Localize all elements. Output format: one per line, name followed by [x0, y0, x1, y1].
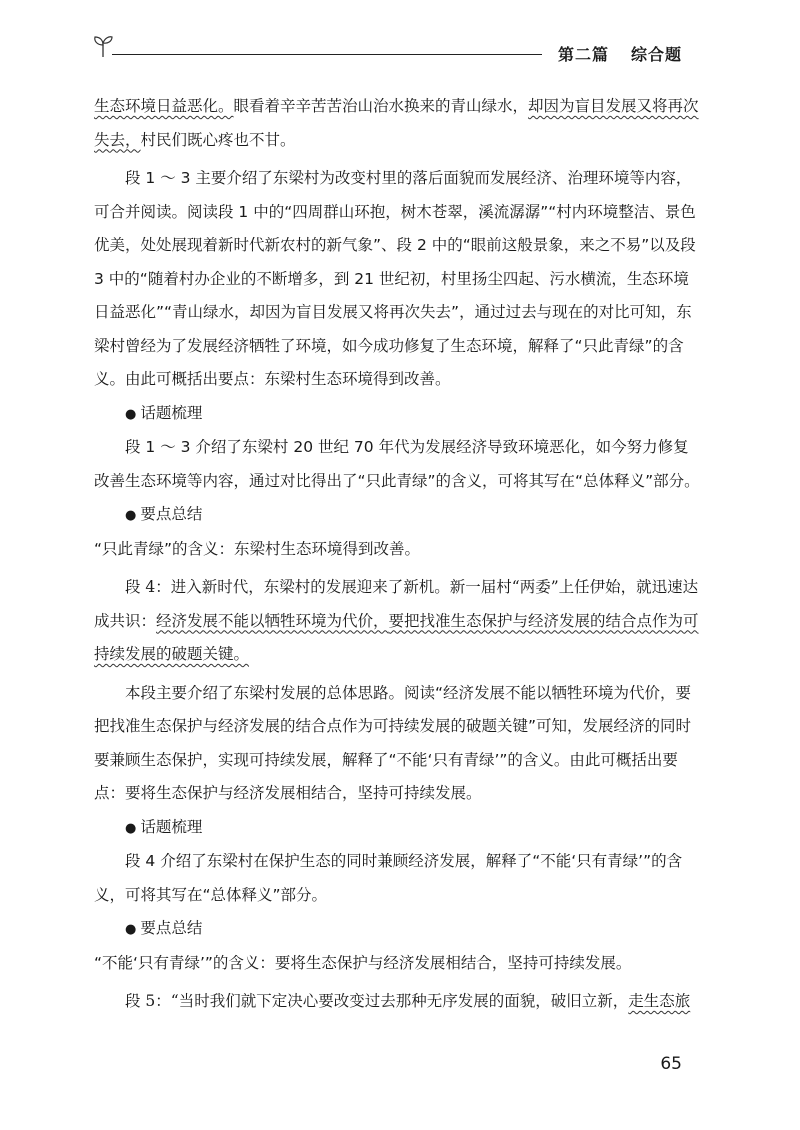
analysis-paragraph: 本段主要介绍了东梁村发展的总体思路。阅读“经济发展不能以牺牲环境为代价，要把找准生态保护与经济发展的结合点作为可持续发展的破题关键”可知，发展经济的同时要兼顾生态保护，实现可持续发展，解释了“不能‘只有青绿’”的含义。由此可概括出要点：要将生态保护与经济发展相结合，坚持可持续发展。 [94, 683, 692, 802]
quoted-passage-continued [94, 90, 700, 157]
section-label: 综合题 [630, 45, 682, 64]
underlined-phrase: 生态环境日益恶化。 [94, 97, 234, 115]
summary-text: “不能‘只有青绿’”的含义：要将生态保护与经济发展相结合，坚持可持续发展。 [94, 953, 632, 972]
topic-heading: ● 话题梳理 [94, 811, 700, 846]
quoted-passage [94, 571, 700, 672]
passage-text: 村民们既心疼也不甘。 [140, 130, 296, 149]
analysis-paragraph: 段 1 ～ 3 主要介绍了东梁村为改变村里的落后面貌而发展经济、治理环境等内容，可合并阅读。阅读段 1 中的“四周群山环抱，树木苍翠，溪流潺潺”“村内环境整洁、景色优美，处处展现着新时代新农村的新气象”、段 2 中的“眼前这般景象，来之不易”以及段 3 中的“随着村办企业的不断增多，到 21 世纪初，村里扬尘四起、污水横流，生态环境日益恶化”“青山绿水，却因为盲目发展又将再次失去”，通过过去与现在的对比可知，东梁村曾经为了发展经济牺牲了环境，如今成功修复了生态环境，解释了“只此青绿”的含义。由此可概括出要点：东梁村生态环境得到改善。 [94, 169, 696, 388]
passage-text: 段 5：“当时我们就下定决心要改变过去那种无序发展的面貌，破旧立新， [125, 992, 629, 1010]
sprout-icon [92, 30, 114, 58]
passage-text: 眼看着辛辛苦苦治山治水换来的青山绿水， [233, 97, 529, 115]
underlined-phrase: 却因为盲目发展又将再次失去， [94, 97, 699, 149]
part-label: 第二篇 [557, 45, 609, 64]
underlined-phrase: 走生态旅 [628, 992, 691, 1010]
topic-paragraph: 段 4 介绍了东梁村在保护生态的同时兼顾经济发展，解释了“不能‘只有青绿’”的含义，可将其写在“总体释义”部分。 [94, 852, 683, 904]
page-number: 65 [660, 1054, 682, 1074]
summary-heading: ● 要点总结 [94, 498, 700, 533]
summary-heading: ● 要点总结 [94, 912, 700, 947]
underlined-phrase: 要把找准生态保护与经济发展的结合点作为可持续发展的破题关键。 [94, 611, 699, 663]
quoted-passage [94, 985, 700, 1019]
underlined-phrase: 经济发展不能以牺牲环境为代价， [156, 611, 389, 630]
page-body [94, 90, 700, 1019]
topic-heading: ● 话题梳理 [94, 397, 700, 432]
header-rule [112, 54, 542, 55]
topic-paragraph: 段 1 ～ 3 介绍了东梁村 20 世纪 70 年代为发展经济导致环境恶化，如今努力修复改善生态环境等内容，通过对比得出了“只此青绿”的含义，可将其写在“总体释义”部分。 [94, 438, 700, 490]
summary-text: “只此青绿”的含义：东梁村生态环境得到改善。 [94, 539, 421, 558]
passage-text: 段 4：进入新时代，东梁村的发展迎来了新机。新一届村“两委”上任伊始，就迅速达成共识： [94, 578, 699, 630]
running-header [92, 30, 692, 70]
header-title [558, 42, 682, 65]
